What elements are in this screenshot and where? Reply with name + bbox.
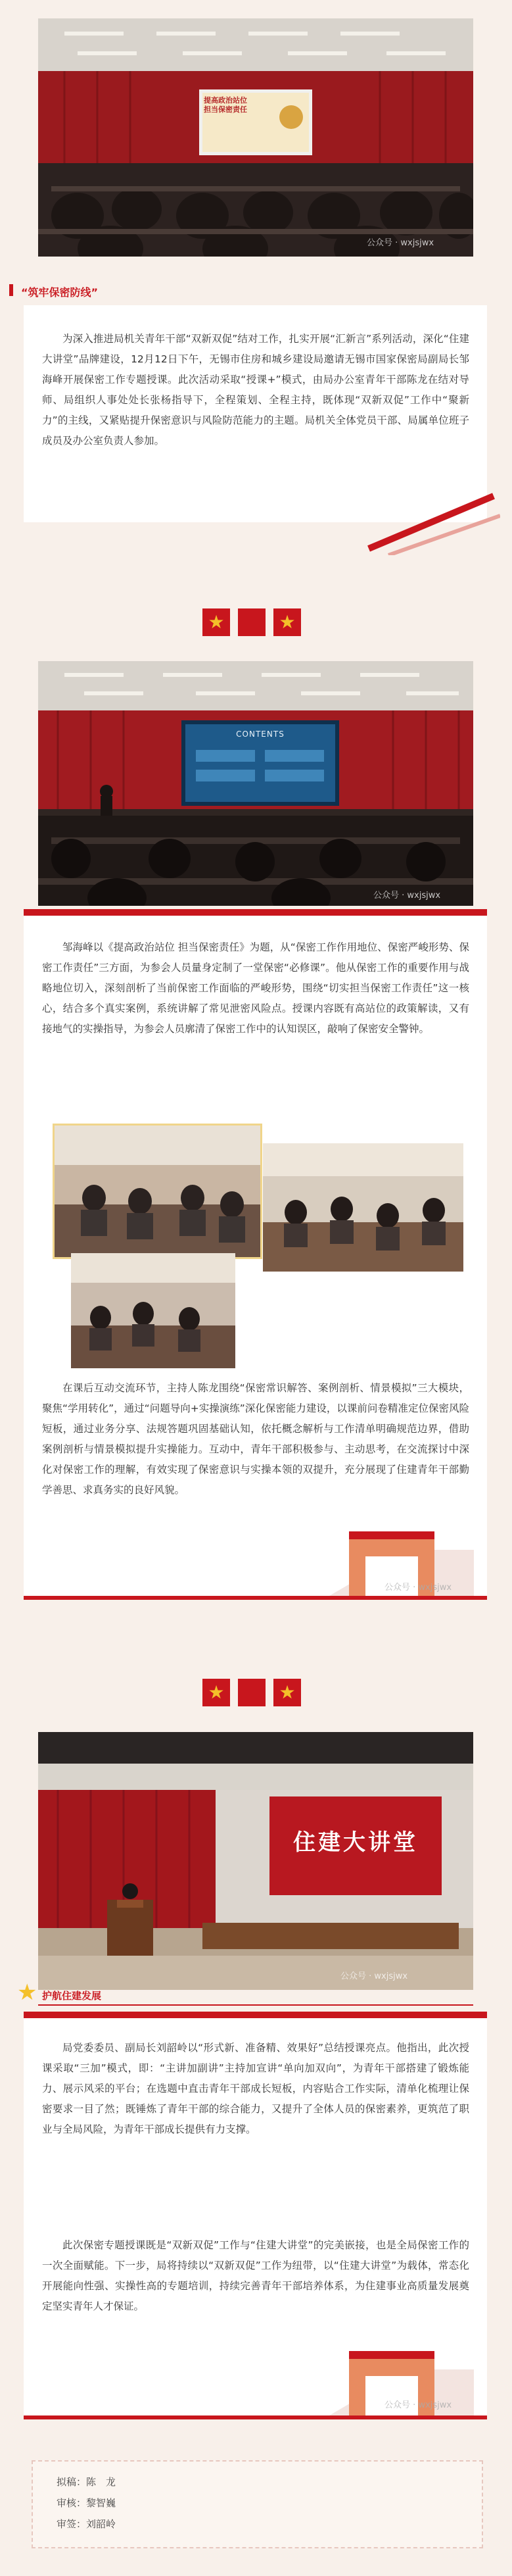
card-corner-graphic xyxy=(362,489,500,555)
photo-audience-left xyxy=(53,1124,262,1259)
section-1-paragraph: 为深入推进局机关青年干部“双新双促”结对工作，扎实开展“汇新言”系列活动，深化“住建大讲堂”品牌建设，12月12日下午，无锡市住房和城乡建设局邀请无锡市国家保密局副局长邹海峰开展保密工作专题授课。此次活动采取“授课+”模式，由局办公室青年干部陈龙在结对导师、局组织人事处处长张杨指导下，全程策划、全程主持，既体现“双新双促”工作中“聚新力”的主线，又紧贴提升保密意识与风险防范能力的主题。局机关全体党员干部、局属单位班子成员及办公室负责人参加。 xyxy=(42,333,469,447)
bottom-red-rule xyxy=(24,2415,487,2419)
bottom-red-rule xyxy=(24,1596,487,1600)
screen-text-2: CONTENTS xyxy=(236,730,285,739)
section-2-paragraph-2: 在课后互动交流环节，主持人陈龙围绕“保密常识解答、案例剖析、情景模拟”三大模块，聚焦“学用转化”，通过“问题导向+实操演练”深化保密能力建设，以课前问卷精准定位保密风险短板，通过业务分享、法规答题巩固基础认知，依托概念解析与工作清单明确规范边界，借助案例剖析与情景模拟提升实操能力。互动中，青年干部积极参与、主动思考，在交流探讨中深化对保密工作的理解，有效实现了保密意识与实操本领的双提升，充分展现了住建青年干部勤学善思、求真务实的良好风貌。 xyxy=(42,1382,469,1496)
credit-approver: 审签：刘韶岭 xyxy=(57,2518,116,2530)
star-block-icon: ★ xyxy=(273,608,301,636)
red-block xyxy=(238,1679,266,1706)
photo-audience-bottom xyxy=(71,1253,235,1368)
section-3-paragraph-1: 局党委委员、副局长刘韶岭以“形式新、准备精、效果好”总结授课亮点。他指出，此次授课采取“三加”模式，即：“主讲加副讲”主持加宣讲“单向加双向”，为青年干部搭建了锻炼能力、展示风采的平台；在选题中直击青年干部成长短板，内容贴合工作实际，清单化梳理让保密要求一目了然；既锤炼了青年干部的综合能力，又提升了全体人员的保密素养，更筑范了职业与全局风险，为青年干部成长提供有力支撑。 xyxy=(42,2042,469,2135)
star-block-icon: ★ xyxy=(202,1679,230,1706)
credit-author: 拟稿：陈 龙 xyxy=(57,2476,116,2488)
photo-lecture-hall-2 xyxy=(38,661,473,906)
top-red-rule xyxy=(24,2012,487,2018)
section-heading-3: 护航住建发展 xyxy=(42,1990,102,2002)
divider-2 xyxy=(202,1679,301,1706)
section-heading-1: “筑牢保密防线” xyxy=(21,286,99,299)
section-heading-star-icon: ★ xyxy=(17,1979,37,2006)
watermark: 公众号 · wxjsjwx xyxy=(373,891,441,901)
photo-audience-right xyxy=(263,1143,463,1272)
star-block-icon: ★ xyxy=(202,608,230,636)
photo-lecture-stage xyxy=(38,1732,473,1990)
star-block-icon: ★ xyxy=(273,1679,301,1706)
credits-box xyxy=(32,2460,483,2548)
banner-text: 住建大讲堂 xyxy=(293,1829,418,1856)
watermark: 公众号 · wxjsjwx xyxy=(384,1583,452,1593)
photo-lecture-hall-1 xyxy=(38,18,473,257)
watermark: 公众号 · wxjsjwx xyxy=(340,1971,408,1981)
section-3-paragraph-2: 此次保密专题授课既是“双新双促”工作与“住建大讲堂”的完美嵌接，也是全局保密工作的一次全面赋能。下一步，局将持续以“双新双促”工作为纽带，以“住建大讲堂”为载体，常态化开展能向性强、实操性高的专题培训，持续完善青年干部培养体系，为住建事业高质量发展奠定坚实青年人才保证。 xyxy=(42,2239,469,2312)
section-heading-bar xyxy=(9,284,13,296)
credit-reviewer: 审核：黎智巍 xyxy=(57,2497,116,2509)
red-block xyxy=(238,608,266,636)
top-red-rule xyxy=(24,909,487,916)
watermark: 公众号 · wxjsjwx xyxy=(367,238,434,248)
watermark: 公众号 · wxjsjwx xyxy=(384,2400,452,2410)
screen-text-1: 提高政治站位 担当保密责任 xyxy=(204,96,247,114)
divider-1 xyxy=(202,608,301,636)
section-2-paragraph-1: 邹海峰以《提高政治站位 担当保密责任》为题，从“保密工作作用地位、保密严峻形势、保密工作责任”三方面，为参会人员量身定制了一堂保密“必修课”。他从保密工作的重要作用与战略地位切入，深刻剖析了当前保密工作面临的严峻形势，围绕“切实担当保密工作责任”这一核心，结合多个真实案例，系统讲解了常见泄密风险点。授课内容既有高站位的政策解读，又有接地气的实操指导，为参会人员廓清了保密工作中的认知误区，敲响了保密安全警钟。 xyxy=(42,941,469,1035)
section-heading-rule xyxy=(38,2004,473,2006)
